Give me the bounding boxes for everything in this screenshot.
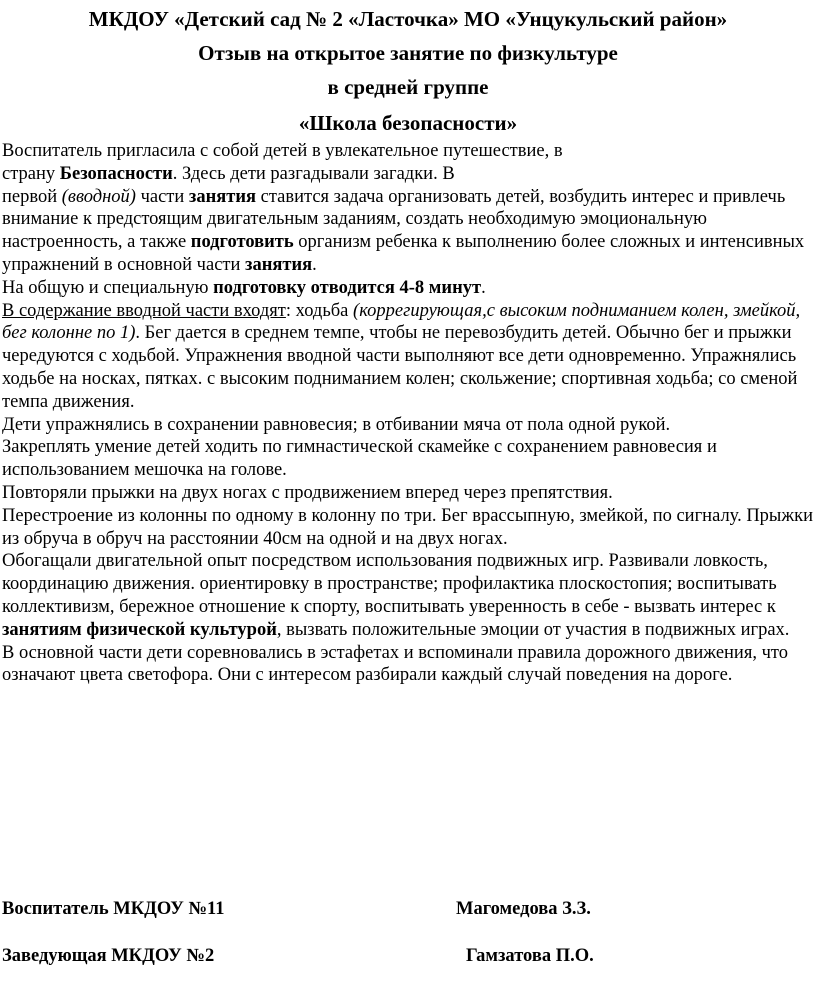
review-body [2,140,814,687]
text: организм ребенка к выполнению более сложных и интенсивных упражнений в основной части [2,232,805,275]
bold-text: подготовить [190,232,294,253]
text: . Бег дается в среднем темпе, чтобы не перевозбудить детей. Обычно бег и прыжки чередуются с ходьбой. Упражнения вводной части выполняют все дети одновременно. Упражнялись ходьбе на носках, пятках. с высоким подниманием колен; скольжение; спортивная ходьба; со сменой темпа движения. [2,323,798,412]
bold-text: занятия [188,186,257,207]
header-lesson-name: «Школа безопасности» [298,111,518,135]
signature-name-head: Гамзатова П.О. [466,946,594,966]
paragraph-duration [2,277,814,300]
signature-role-head: Заведующая МКДОУ №2 [2,946,215,966]
header-group: в средней группе [327,75,489,99]
paragraph-main-part: В основной части дети соревновались в эстафетах и вспоминали правила дорожного движения, что означают цвета светофора. Они с интересом разбирали каждый случай поведения на дороге. [2,642,788,686]
paragraph-balance: Дети упражнялись в сохранении равновесия; в отбивании мяча от пола одной рукой. [2,414,671,435]
signature-role-teacher: Воспитатель МКДОУ №11 [2,899,225,919]
text: . [481,277,486,298]
paragraph-intro [2,140,814,277]
text: , вызвать положительные эмоции от участия в подвижных играх. [276,619,790,640]
header-title: Отзыв на открытое занятие по физкультуре [198,41,618,65]
text: Обогащали двигательной опыт посредством использования подвижных игр. Развивали ловкость, координацию движения. ориентировку в пространстве; профилактика плоскостопия; воспитывать коллективизм, бережное отношение к спорту, воспитывать уверенность в себе - вызвать интерес к [2,551,777,617]
text: ставится задача организовать детей, возбудить интерес и привлечь внимание к предстоящим двигательным заданиям, создать необходимую эмоциональную настроенность, а также [2,186,786,253]
text: страну [2,163,60,184]
bold-text: Безопасности [59,163,173,184]
paragraph-bench: Закреплять умение детей ходить по гимнастической скамейке с сохранением равновесия и использованием мешочка на голове. [2,437,717,481]
text: . Здесь дети разгадывали загадки. В [172,163,455,184]
italic-text: (коррегирующая,с высоким подниманием колен, змейкой, бег колонне по 1) [2,300,801,344]
signature-name-teacher: Магомедова З.З. [456,899,591,919]
italic-text: (вводной) [61,186,136,207]
text: : ходьба [285,300,354,321]
paragraph-formation: Перестроение из колонны по одному в колонну по три. Бег врассыпную, змейкой, по сигналу. Прыжки из обруча в обруч на расстоянии 40см на одной и на двух ногах. [2,505,814,549]
text: части [135,186,189,207]
text: На общую и специальную [2,277,214,298]
bold-text: занятия [245,254,313,275]
underlined-text: В содержание вводной части входят [2,300,286,321]
paragraph-games [2,550,814,641]
paragraph-jumps: Повторяли прыжки на двух ногах с продвижением вперед через препятствия. [2,482,613,503]
text: первой [2,186,62,207]
text: . [312,254,317,275]
header-institution: МКДОУ «Детский сад № 2 «Ласточка» МО «Унцукульский район» [88,7,728,31]
text: Воспитатель пригласила с собой детей в увлекательное путешествие, в [2,141,563,161]
bold-text: занятиям физической культурой [2,619,277,640]
bold-text: подготовку отводится 4-8 минут [213,277,482,298]
paragraph-intro-content [2,300,814,414]
